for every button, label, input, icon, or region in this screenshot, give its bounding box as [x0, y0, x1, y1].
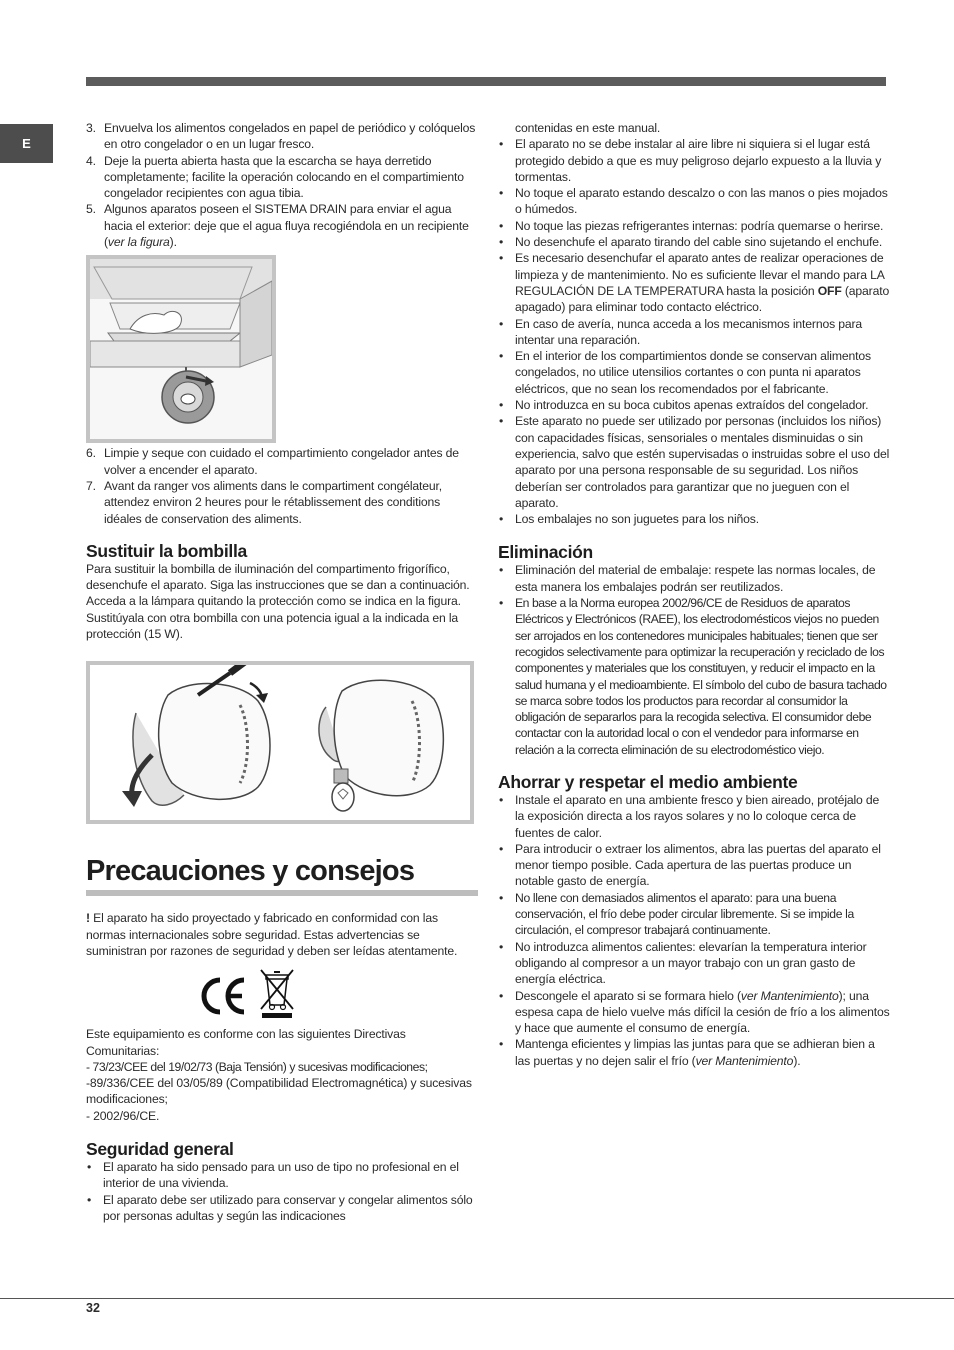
- list-item: • No toque el aparato estando descalzo o con las manos o pies mojados o húmedos.: [498, 185, 890, 218]
- bulb-text: Para sustituir la bombilla de iluminación del compartimento frigorífico, desenchufe el aparato. Siga las instrucciones que se dan a continuación. Acceda a la lámpara quitando la protección como se indica en la figura. Sustitúyala con otra bombilla con una potencia igual a la indicada en la protección (15 W).: [86, 561, 470, 642]
- disposal-list: [498, 562, 890, 758]
- environment-heading: Ahorrar y respetar el medio ambiente: [498, 771, 798, 792]
- list-item: • En el interior de los compartimientos donde se conservan alimentos congelados, no utilice utensilios cortantes o con punta ni aparatos eléctricos, que no sean los recomendados por el fabricante.: [498, 348, 890, 397]
- list-item: • El aparato ha sido pensado para un uso de tipo no profesional en el interior de una vivienda.: [86, 1159, 478, 1192]
- list-item: • El aparato no se debe instalar al aire libre ni siquiera si el lugar está protegido debido a que es muy peligroso dejarlo expuesto a la lluvia y tormentas.: [498, 136, 890, 185]
- crossed-bin-graphic: [258, 967, 296, 1019]
- list-item: • No introduzca alimentos calientes: elevarían la temperatura interior obligando al compresor a un mayor trabajo con un gran gasto de energía eléctrica.: [498, 939, 890, 988]
- list-item: • Eliminación del material de embalaje: respete las normas locales, de esta manera los embalajes podrán ser reutilizados.: [498, 562, 890, 595]
- language-tab: E: [0, 124, 53, 163]
- title-underline: [86, 890, 478, 896]
- off-position-label: OFF: [817, 283, 842, 298]
- list-item: 6. Limpie y seque con cuidado el compartimiento congelador antes de volver a encender el aparato.: [86, 446, 459, 477]
- safety-list-continued: [498, 136, 890, 527]
- list-item: • Descongele el aparato si se formara hielo (ver Mantenimiento); una espesa capa de hielo vuelve más difícil la cesión de frío a los alimentos y hace que aumente el consumo de energía.: [498, 988, 890, 1037]
- list-item: • En caso de avería, nunca acceda a los mecanismos internos para intentar una reparación.: [498, 316, 890, 349]
- list-item: • Para introducir o extraer los alimentos, abra las puertas del aparato el menor tiempo posible. Cada apertura de las puertas produce un notable gasto de energía.: [498, 841, 890, 890]
- list-item: 5. Algunos aparatos poseen el SISTEMA DRAIN para enviar el agua hacia el exterior: deje que el agua fluya recogiéndola en un recipiente (ver la figura).: [86, 202, 469, 250]
- directive-line: - 73/23/CEE del 19/02/73 (Baja Tensión) y sucesivas modificaciones;: [86, 1059, 428, 1074]
- right-column: [498, 120, 890, 1069]
- bulb-replacement-figure: [86, 661, 474, 824]
- list-item: • No toque las piezas refrigerantes internas: podría quemarse o herirse.: [498, 218, 890, 234]
- list-item: • Mantenga eficientes y limpias las juntas para que se adhieran bien a las puertas y no dejen salir el frío (ver Mantenimiento).: [498, 1036, 890, 1069]
- weee-bin-icon: [258, 967, 296, 1023]
- list-item: • En base a la Norma europea 2002/96/CE de Residuos de aparatos Eléctricos y Electrónicos (RAEE), los electrodomésticos viejos no pueden ser arrojados en los contenedores municipales habituales; tienen que ser recogidos selectivamente para optimizar la recuperación y reciclado de los componentes y materiales que los constituyen, y reducir el impacto en la salud humana y el medioambiente. El símbolo del cubo de basura tachado se marca sobre todos los productos para recordar al consumidor la obligación de separarlos para la recogida selectiva. El consumidor debe contactar con la autoridad local o con el vendedor para informarse en relación a la correcta eliminación de su electrodoméstico viejo.: [498, 595, 890, 758]
- list-item: • No desenchufe el aparato tirando del cable sino sujetando el enchufe.: [498, 234, 890, 250]
- safety-continued-text: contenidas en este manual.: [515, 121, 661, 135]
- list-item: 7. Avant da ranger vos aliments dans le compartiment congélateur, attendez environ 2 heures pour le rétablissement des conditions idéales de conservation des aliments.: [86, 478, 443, 526]
- defrost-steps-a: [86, 120, 478, 250]
- safety-heading: Seguridad general: [86, 1139, 234, 1160]
- footer-rule: [0, 1298, 954, 1299]
- page-number: 32: [86, 1301, 100, 1315]
- list-item: • Instale el aparato en una ambiente fresco y bien aireado, protéjalo de la exposición directa a los rayos solares y no lo coloque cerca de fuentes de calor.: [498, 792, 890, 841]
- page-title: Precauciones y consejos: [86, 855, 415, 888]
- precautions-intro: ! El aparato ha sido proyectado y fabricado en conformidad con las normas internacionales sobre seguridad. Estas advertencias se suministran por razones de seguridad y deben ser leídas atentamente.: [86, 911, 458, 958]
- list-item: • Este aparato no puede ser utilizado por personas (incluidos los niños) con capacidades físicas, sensoriales o mentales disminuidas o sin experiencia, salvo que estén supervisadas o instruidas sobre el uso del aparato por una persona responsable de su seguridad. Los niños deberían ser controlados para garantizar que no jueguen con el aparato.: [498, 413, 890, 511]
- bulb-heading: Sustituir la bombilla: [86, 540, 247, 561]
- directive-line: -89/336/CEE del 03/05/89 (Compatibilidad Electromagnética) y sucesivas modificaciones;: [86, 1076, 472, 1107]
- directives-block: [86, 1026, 478, 1124]
- defrost-steps-b: [86, 445, 478, 526]
- disposal-heading: Eliminación: [498, 542, 593, 563]
- warning-mark: !: [86, 911, 90, 926]
- directive-line: - 2002/96/CE.: [86, 1108, 160, 1123]
- list-item: 3. Envuelva los alimentos congelados en papel de periódico y colóquelos en otro congelador o en un lugar fresco.: [86, 121, 476, 152]
- freezer-drain-illustration: [90, 259, 272, 439]
- drain-system-figure: [86, 255, 276, 443]
- lamp-cover-illustration: [90, 665, 470, 820]
- list-item: 4. Deje la puerta abierta hasta que la escarcha se haya derretido completamente; facilite la operación colocando en el compartimiento congelador recipientes con agua tibia.: [86, 153, 464, 201]
- list-item: • No introduzca en su boca cubitos apenas extraídos del congelador.: [498, 397, 890, 413]
- header-rule: [86, 77, 886, 86]
- left-column: [86, 120, 478, 1224]
- ce-mark-graphic: [200, 976, 248, 1016]
- directive-line: Este equipamiento es conforme con las siguientes Directivas Comunitarias:: [86, 1027, 406, 1058]
- list-item: • El aparato debe ser utilizado para conservar y congelar alimentos sólo por personas adultas y según las indicaciones: [86, 1192, 478, 1225]
- list-item: • No llene con demasiados alimentos el aparato: para una buena conservación, el frío debe poder circular libremente. Si se impide la circulación, el compresor trabajará continuamente.: [498, 890, 890, 939]
- list-item: • Es necesario desenchufar el aparato antes de realizar operaciones de limpieza y de mantenimiento. No es suficiente llevar el mando para LA REGULACIÓN DE LA TEMPERATURA hasta la posición OFF (aparato apagado) para eliminar todo contacto eléctrico.: [498, 250, 890, 315]
- environment-list: [498, 792, 890, 1069]
- safety-list: [86, 1159, 478, 1224]
- ce-mark-icon: [200, 976, 248, 1020]
- list-item: • Los embalajes no son juguetes para los niños.: [498, 511, 890, 527]
- ce-weee-marks: [86, 967, 478, 1024]
